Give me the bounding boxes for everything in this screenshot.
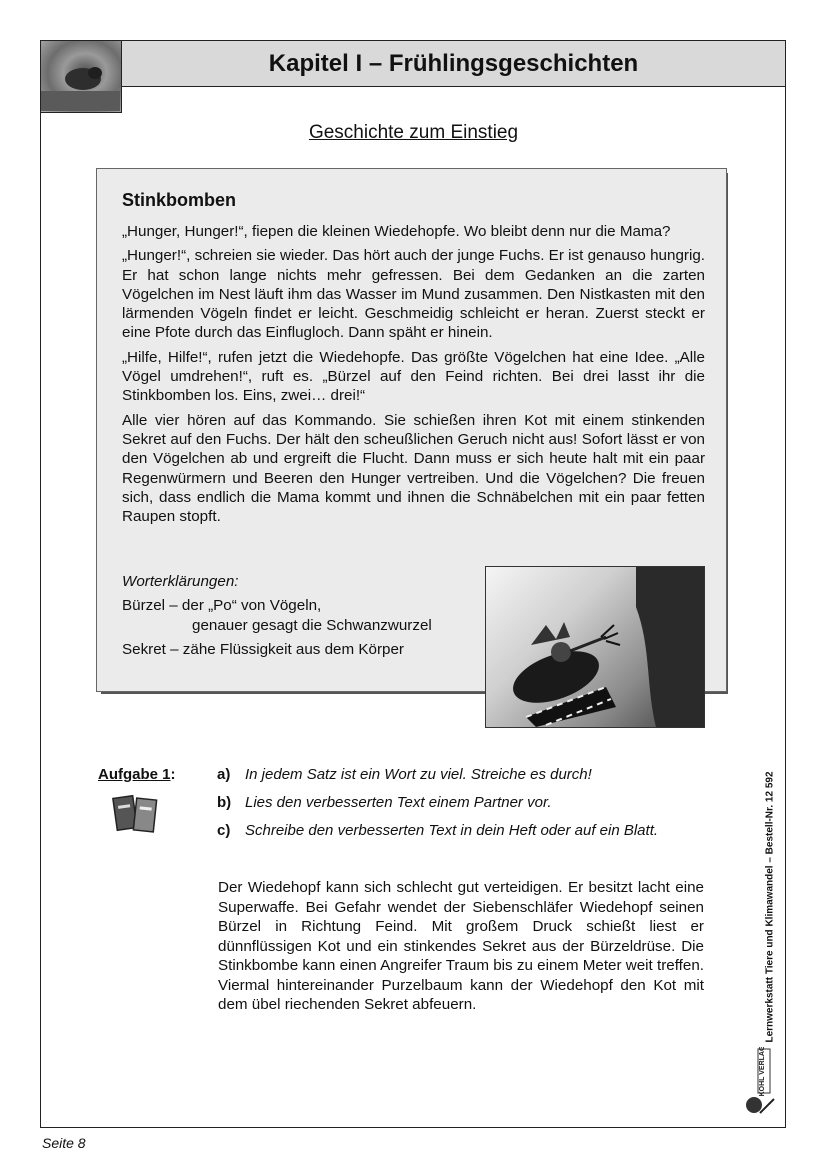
- books-icon: [111, 793, 161, 835]
- page-number: Seite 8: [42, 1135, 86, 1151]
- story-paragraph: „Hunger, Hunger!“, fiepen die kleinen Wiedehopfe. Wo bleibt denn nur die Mama?: [122, 223, 671, 240]
- subtask-letter: c): [217, 822, 231, 839]
- story-title: Stinkbomben: [122, 190, 237, 210]
- glossary-item-sekret: Sekret – zähe Flüssigkeit aus dem Körper: [122, 640, 404, 658]
- task-label: Aufgabe 1:: [98, 766, 176, 783]
- glossary-item-buerzel: Bürzel – der „Po“ von Vögeln,: [122, 597, 322, 615]
- subtask-c: [217, 822, 658, 850]
- section-title: Geschichte zum Einstieg: [308, 122, 519, 143]
- exercise-text: Der Wiedehopf kann sich schlecht gut verteidigen. Er besitzt lacht eine Superwaffe. Bei Gefahr wendet der Siebenschläfer Wiedehopf seinen Bürzel in Richtung Feind. Mit großem Druck schießt liest er dünnflüssigen Kot und ein stinkendes Sekret aus der Bürzeldrüse. Die Stinkbombe kann einen Angreifer Traum bis zu einem Meter weit treffen. Viermal hintereinander Purzelbaum kann der Wiedehopf den Kot mit dem übel riechenden Sekret abfeuern.: [218, 879, 704, 1013]
- story-paragraph: „Hilfe, Hilfe!“, rufen jetzt die Wiedehopfe. Das größte Vögelchen hat eine Idee. „Alle Vögel umdrehen!“, ruft es. „Bürzel auf den Feind richten. Bei drei lasst ihr die Stinkbomben los. Eins, zwei… drei!“: [122, 348, 705, 405]
- subtask-list: [217, 766, 658, 850]
- sidebar-order-info: [756, 768, 784, 1046]
- glossary: [122, 572, 432, 659]
- glossary-heading: Worterklärungen:: [122, 573, 239, 590]
- story-paragraph: Alle vier hören auf das Kommando. Sie schießen ihren Kot mit einem stinkenden Sekret auf den Fuchs. Der hält den scheußlichen Geruch nicht aus! Sofort lässt er von den Vögelchen ab und ergreift die Flucht. Dann muss er sich heute halt mit ein paar Regenwürmern und Beeren den Hunger vertreiben. Und die Vögelchen? Die freuen sich, dass endlich die Mama kommt und ihnen die Schnäbelchen mit ein paar fetten Raupen stopft.: [122, 411, 705, 526]
- chapter-photo-mole: [41, 41, 122, 113]
- subtask-text: Lies den verbesserten Text einem Partner vor.: [245, 794, 552, 811]
- chapter-header: [122, 41, 785, 87]
- story-text: [122, 222, 705, 531]
- glossary-item-buerzel-detail: genauer gesagt die Schwanzwurzel: [192, 616, 432, 634]
- story-paragraph: „Hunger!“, schreien sie wieder. Das hört auch der junge Fuchs. Er ist genauso hungrig. Er hat schon lange nichts mehr gefressen. Bei dem Gedanken an die zarten Vögelchen im Nest läuft ihm das Wasser im Mund zusammen. Den Nistkasten mit den lärmenden Vögeln findet er leicht. Geschmeidig schleicht er heran. Zuerst steckt er eine Pfote durch das Einflugloch. Dann späht er hinein.: [122, 247, 705, 342]
- chapter-title: Kapitel I – Frühlingsgeschichten: [268, 49, 639, 77]
- hoopoe-photo: [485, 566, 705, 728]
- subtask-text: In jedem Satz ist ein Wort zu viel. Streiche es durch!: [245, 766, 592, 783]
- subtask-letter: a): [217, 766, 231, 783]
- subtask-b: [217, 794, 658, 822]
- subtask-letter: b): [217, 794, 232, 811]
- publisher-name: KOHL VERLAG: [759, 1047, 766, 1097]
- subtask-text: Schreibe den verbesserten Text in dein Heft oder auf ein Blatt.: [245, 822, 659, 839]
- subtask-a: [217, 766, 658, 794]
- sidebar-text: Lernwerkstatt Tiere und Klimawandel – Bestell-Nr. 12 592: [764, 771, 776, 1043]
- publisher-logo: [744, 1047, 780, 1117]
